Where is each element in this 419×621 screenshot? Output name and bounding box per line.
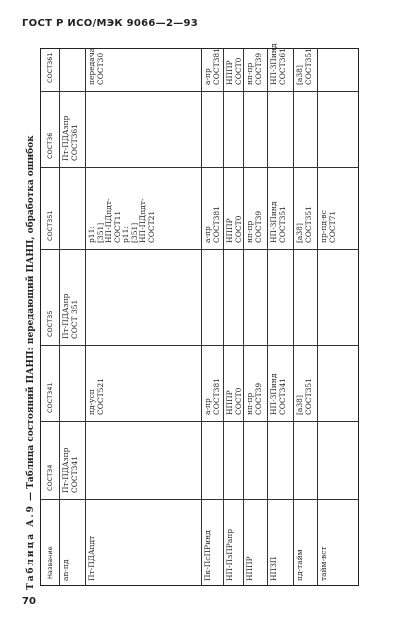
table-cell: [226, 216, 243, 243]
cell-line: p11:: [121, 226, 130, 243]
state-table: [40, 43, 359, 586]
cell-line: СОСТ0: [233, 57, 243, 85]
cell-line: СОСТ351: [303, 378, 313, 415]
row-divider: [223, 49, 224, 585]
table-cell: [270, 374, 287, 415]
row-divider: [293, 49, 294, 585]
cell-line: Пт-ПДАпдт: [87, 535, 96, 581]
cell-line: нп-пр: [245, 220, 254, 243]
column-header: [46, 52, 55, 83]
cell-line: НП-ЗПинд: [269, 43, 278, 85]
cell-line: СОСТ0: [233, 387, 243, 415]
column-divider: [41, 421, 358, 422]
row-divider: [85, 49, 86, 585]
table-cell: [296, 206, 313, 243]
cell-line: СОСТ381: [211, 206, 221, 243]
cell-line: Пт-ПДАзпр: [61, 293, 70, 339]
column-header: [46, 133, 55, 159]
cell-line: СОСТ39: [253, 210, 263, 243]
cell-line: Пт-ПДАзпр: [61, 115, 70, 161]
cell-line: СОСТ341: [46, 382, 54, 413]
table-cell: [62, 116, 79, 161]
cell-line: НП-ПДпдт-: [138, 198, 147, 243]
row-name: [62, 560, 71, 581]
cell-line: [351]: [95, 222, 105, 243]
row-divider: [267, 49, 268, 585]
table-cell: [246, 211, 263, 243]
cell-line: НППР: [225, 218, 234, 243]
page-header: ГОСТ Р ИСО/МЭК 9066—2—93: [22, 18, 199, 29]
table-cell: [62, 448, 79, 493]
row-divider: [317, 49, 318, 585]
table-cell: [88, 48, 105, 85]
row-name: [296, 549, 305, 581]
cell-line: передача: [87, 47, 96, 85]
table-cell: [62, 294, 79, 339]
column-header: [46, 546, 55, 579]
caption-text: — Таблица состояний ПАНП: передающий ПАНП, обработка ошибок: [26, 135, 36, 501]
cell-line: СОСТ21: [146, 210, 156, 243]
cell-line: нп-пр: [245, 392, 254, 415]
cell-line: СОСТ341: [69, 456, 79, 493]
cell-line: нп-пр: [245, 62, 254, 85]
cell-line: СОСТ351: [46, 210, 54, 241]
cell-line: тайм-вст: [319, 546, 328, 581]
cell-line: СОСТ521: [95, 378, 105, 415]
cell-line: НП-ПзПРапр: [225, 528, 234, 581]
cell-line: СОСТ351: [303, 206, 313, 243]
cell-line: СОСТ35: [46, 310, 54, 337]
cell-line: пр-пд-вс: [319, 210, 328, 243]
row-divider: [243, 49, 244, 585]
cell-line: НП-ЗПинд: [269, 373, 278, 415]
row-name: [320, 546, 329, 581]
cell-line: Пк-ПсПРинд: [203, 530, 212, 581]
table-cell: [226, 388, 243, 415]
cell-line: СОСТ351: [303, 48, 313, 85]
cell-line: пд-тайм: [295, 549, 304, 581]
table-cell: [246, 53, 263, 85]
cell-line: НП-ЗПинд: [269, 201, 278, 243]
cell-line: СОСТ36: [46, 132, 54, 159]
table-cell: [270, 44, 287, 85]
caption-label: Таблица А.9: [26, 504, 36, 590]
row-name: [88, 536, 97, 581]
column-header: [46, 382, 55, 413]
cell-line: СОСТ39: [253, 52, 263, 85]
row-name: [204, 530, 213, 581]
column-header: [46, 210, 55, 241]
table-cell: [296, 378, 313, 415]
column-header: [46, 465, 55, 491]
table-cell: [246, 383, 263, 415]
column-divider: [41, 499, 358, 500]
cell-line: [a38]: [295, 223, 304, 243]
cell-line: Название: [46, 546, 54, 579]
cell-line: СОСТ 351: [69, 299, 79, 339]
cell-line: an-пд: [61, 559, 70, 581]
table-cell: [204, 378, 221, 415]
cell-line: СОСТ11: [112, 210, 122, 243]
row-name: [270, 557, 279, 581]
cell-line: СОСТ30: [95, 52, 105, 85]
cell-line: a-пр: [203, 226, 212, 243]
table-cell: [88, 378, 105, 415]
column-divider: [41, 345, 358, 346]
cell-line: НППР: [225, 60, 234, 85]
cell-line: НППР: [225, 390, 234, 415]
cell-line: СОСТ34: [46, 464, 54, 491]
cell-line: Пт-ПДАзпр: [61, 447, 70, 493]
cell-line: СОСТ341: [277, 378, 287, 415]
cell-line: СОСТ361: [277, 48, 287, 85]
cell-line: СОСТ351: [277, 206, 287, 243]
row-name: [226, 529, 235, 581]
cell-line: НП-ПДпдт-: [104, 198, 113, 243]
row-divider: [201, 49, 202, 585]
table-cell: [88, 198, 156, 243]
cell-line: a-пр: [203, 68, 212, 85]
table-caption: [26, 135, 36, 590]
cell-line: СОСТ39: [253, 382, 263, 415]
column-header: [46, 311, 55, 337]
cell-line: пд-усп: [87, 389, 96, 415]
cell-line: СОСТ361: [69, 124, 79, 161]
cell-line: НПЗП: [269, 556, 278, 581]
cell-line: СОСТ381: [211, 48, 221, 85]
cell-line: СОСТ0: [233, 215, 243, 243]
table-cell: [226, 58, 243, 85]
table-cell: [204, 48, 221, 85]
table-cell: [296, 48, 313, 85]
column-divider: [41, 249, 358, 250]
row-name: [246, 556, 255, 581]
column-divider: [41, 91, 358, 92]
table-cell: [320, 210, 337, 243]
page-number: 70: [22, 596, 36, 607]
cell-line: a-пр: [203, 398, 212, 415]
cell-line: СОСТ381: [211, 378, 221, 415]
cell-line: [a38]: [295, 65, 304, 85]
cell-line: НППР: [245, 556, 254, 581]
cell-line: СОСТ361: [46, 52, 54, 83]
cell-line: СОСТ71: [327, 210, 337, 243]
cell-line: [a38]: [295, 395, 304, 415]
row-divider: [59, 49, 60, 585]
column-divider: [41, 167, 358, 168]
table-cell: [270, 202, 287, 243]
cell-line: p11:: [87, 226, 96, 243]
table-cell: [204, 206, 221, 243]
cell-line: [351]: [129, 222, 139, 243]
